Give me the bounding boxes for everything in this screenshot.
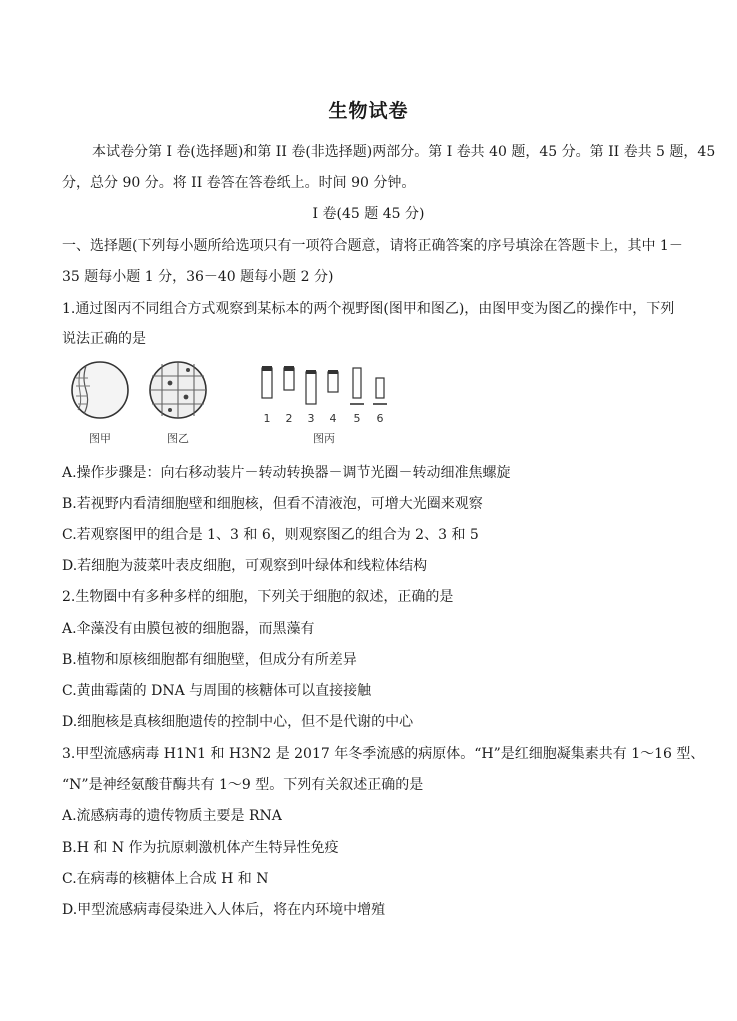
question-1-option-b: B.若视野内看清细胞壁和细胞核，但看不清液泡，可增大光圈来观察 [62, 496, 483, 512]
question-1-stem-line-1: 1.通过图丙不同组合方式观察到某标本的两个视野图(图甲和图乙)，由图甲变为图乙的操作中，下列 [62, 301, 675, 317]
question-2-option-b: B.植物和原核细胞都有细胞壁，但成分有所差异 [62, 652, 357, 668]
view-b-illustration [150, 362, 206, 418]
view-a-illustration [72, 362, 128, 418]
lens-number-1: 1 [263, 412, 271, 425]
question-3-option-a: A.流感病毒的遗传物质主要是 RNA [62, 808, 282, 824]
instructions-line-2: 35 题每小题 1 分，36－40 题每小题 2 分) [62, 269, 334, 285]
figure-svg [66, 360, 406, 448]
question-1-stem-line-2: 说法正确的是 [62, 331, 146, 347]
question-3-option-d: D.甲型流感病毒侵染进入人体后，将在内环境中增殖 [62, 902, 386, 918]
question-2-option-d: D.细胞核是真核细胞遗传的控制中心，但不是代谢的中心 [62, 714, 414, 730]
lens-number-3: 3 [307, 412, 315, 425]
question-3-stem-line-1: 3.甲型流感病毒 H1N1 和 H3N2 是 2017 年冬季流感的病原体。“H”是红细胞凝集素共有 1～16 型、 [62, 746, 705, 762]
intro-line-2: 分，总分 90 分。将 II 卷答在答卷纸上。时间 90 分钟。 [62, 175, 416, 191]
section-header: I 卷(45 题 45 分) [312, 206, 425, 222]
page-title: 生物试卷 [328, 100, 409, 122]
caption-view-a: 图甲 [89, 432, 111, 445]
question-3-stem-line-2: “N”是神经氨酸苷酶共有 1～9 型。下列有关叙述正确的是 [62, 777, 424, 793]
question-1-option-c: C.若观察图甲的组合是 1、3 和 6，则观察图乙的组合为 2、3 和 5 [62, 527, 479, 543]
question-3-option-c: C.在病毒的核糖体上合成 H 和 N [62, 871, 269, 887]
instructions-line-1: 一、选择题(下列每小题所给选项只有一项符合题意，请将正确答案的序号填涂在答题卡上，其中 1－ [62, 238, 683, 254]
caption-view-c: 图丙 [313, 432, 335, 445]
intro-line-1: 本试卷分第 I 卷(选择题)和第 II 卷(非选择题)两部分。第 I 卷共 40 题，45 分。第 II 卷共 5 题，45 [92, 144, 716, 160]
caption-view-b: 图乙 [167, 432, 189, 445]
question-2-option-a: A.伞藻没有由膜包被的细胞器，而黑藻有 [62, 621, 315, 637]
lens-group-illustration [262, 366, 387, 404]
lens-number-2: 2 [285, 412, 293, 425]
question-2-option-c: C.黄曲霉菌的 DNA 与周围的核糖体可以直接接触 [62, 683, 372, 699]
lens-number-6: 6 [376, 412, 384, 425]
question-1-option-d: D.若细胞为菠菜叶表皮细胞，可观察到叶绿体和线粒体结构 [62, 558, 428, 574]
question-2-stem: 2.生物圈中有多种多样的细胞，下列关于细胞的叙述，正确的是 [62, 589, 454, 605]
question-1-option-a: A.操作步骤是：向右移动装片－转动转换器－调节光圈－转动细准焦螺旋 [62, 465, 511, 481]
question-3-option-b: B.H 和 N 作为抗原刺激机体产生特异性免疫 [62, 840, 339, 856]
microscope-figure [66, 360, 406, 448]
lens-number-4: 4 [329, 412, 337, 425]
lens-number-5: 5 [353, 412, 361, 425]
